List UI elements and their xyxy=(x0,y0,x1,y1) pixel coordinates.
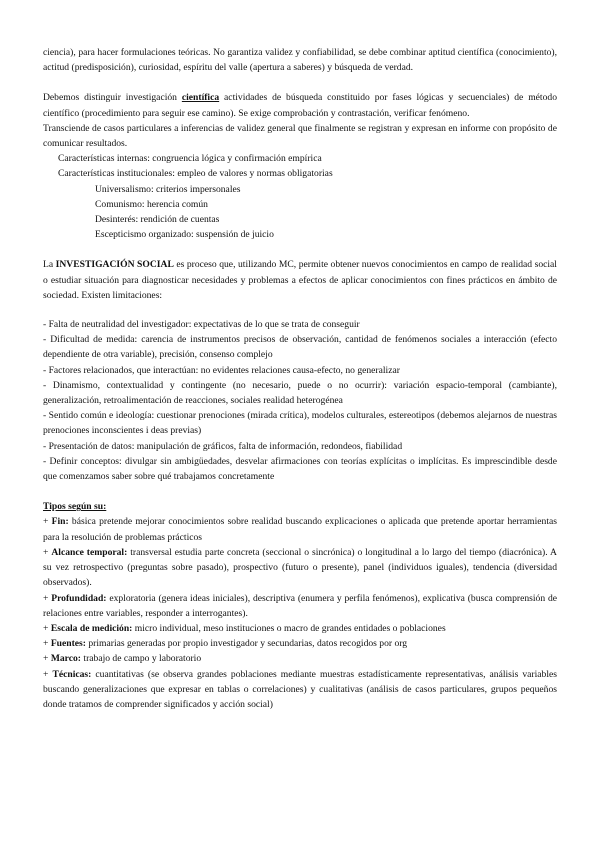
type-label: Marco: xyxy=(50,653,81,665)
limitation-item: - Falta de neutralidad del investigador: expectativas de lo que se trata de conseguir xyxy=(43,319,360,331)
types-heading: Tipos según su: xyxy=(43,501,107,513)
spacer xyxy=(43,75,557,90)
spacer xyxy=(43,303,557,317)
bullet-prefix: + xyxy=(43,622,51,634)
limitation-item: - Sentido común e ideología: cuestionar prenociones (mirada crítica), modelos culturales, estereotipos (debemos alejarnos de nuestras prenociones inconscientes i deas previas) xyxy=(43,410,557,437)
type-text: exploratoria (genera ideas iniciales), descriptiva (enumera y perfila fenómenos), explicativa (busca comprensión de relaciones entre variables, responder a interrogantes). xyxy=(43,592,558,619)
type-text: trabajo de campo y laboratorio xyxy=(81,653,202,665)
type-item-fuentes xyxy=(43,636,557,651)
norm-item: Comunismo: herencia común xyxy=(95,198,208,210)
type-text: cuantitativas (se observa grandes poblaciones mediante muestras estadísticamente representativas, análisis variables buscando generalizaciones que expresar en tablas o correlaciones) y cualitativas (análisis de casos particulares, grupos pequeños donde tratamos de comprender significados y acción social) xyxy=(43,668,557,710)
bullet-prefix: + xyxy=(43,546,52,558)
limitation-item: - Dificultad de medida: carencia de instrumentos precisos de observación, cantidad de fenómenos sociales a interacción (efecto dependiente de otra variable), precisión, consenso complejo xyxy=(43,334,557,361)
intro-paragraph-2 xyxy=(43,90,557,120)
type-item-marco xyxy=(43,651,557,666)
norm-item: Universalismo: criterios impersonales xyxy=(95,183,241,195)
bullet-prefix: + xyxy=(43,592,52,604)
limitation-item: - Definir conceptos: divulgar sin ambigüedades, desvelar afirmaciones con teorías explícitas o implícitas. Es imprescindible desde que comenzamos saber sobre qué trabajamos concretamente xyxy=(43,455,557,483)
type-item-profundidad xyxy=(43,591,557,621)
type-label: Alcance temporal: xyxy=(51,546,128,558)
norm-item: Escepticismo organizado: suspensión de juicio xyxy=(95,229,274,241)
type-item-tecnicas xyxy=(43,667,557,713)
limitation-item: - Factores relacionados, que interactúan: no evidentes relaciones causa-efecto, no generalizar xyxy=(43,364,400,376)
characteristics-institutional: Características institucionales: empleo de valores y normas obligatorias xyxy=(58,168,333,180)
bullet-prefix: + xyxy=(43,638,51,650)
social-research-definition: es proceso que, utilizando MC, permite obtener nuevos conocimientos en campo de realidad social o estudiar situación para diagnosticar necesidades y problemas a efectos de aplicar conocimientos con fines prácticos en ámbito de sociedad. Existen limitaciones: xyxy=(43,259,557,301)
bullet-prefix: + xyxy=(43,653,51,665)
spacer xyxy=(43,242,557,257)
type-label: Fin: xyxy=(51,516,69,528)
intro-paragraph-3: Transciende de casos particulares a inferencias de validez general que finalmente se registran y expresan en informe con propósito de comunicar resultados. xyxy=(43,122,557,150)
type-label: Fuentes: xyxy=(50,638,86,650)
type-label: Escala de medición: xyxy=(50,622,133,634)
intro-paragraph-2-start: Debemos distinguir investigación xyxy=(43,92,182,104)
bullet-prefix: + xyxy=(43,516,52,528)
social-research-start: La xyxy=(43,259,56,271)
type-label: Profundidad: xyxy=(51,592,107,604)
social-research-term: INVESTIGACIÓN SOCIAL xyxy=(55,259,174,271)
type-text: micro individual, meso instituciones o macro de grandes entidades o poblaciones xyxy=(132,622,446,634)
type-item-alcance-temporal xyxy=(43,545,557,591)
emphasis-cientifica: científica xyxy=(181,92,220,104)
limitation-item: - Presentación de datos: manipulación de gráficos, falta de información, redondeos, fiabilidad xyxy=(43,440,403,452)
limitation-item: - Dinamismo, contextualidad y contingente (no necesario, puede o no ocurrir): variación espacio-temporal (cambiante), generalización, retroalimentación de reacciones, sociales realidad heterogénea xyxy=(43,379,557,407)
characteristics-internal: Características internas: congruencia lógica y confirmación empírica xyxy=(58,153,322,165)
type-label: Técnicas: xyxy=(52,668,92,680)
type-item-fin xyxy=(43,514,557,544)
type-text: básica pretende mejorar conocimientos sobre realidad buscando explicaciones o aplicada que pretende aportar herramientas para la resolución de problemas prácticos xyxy=(43,516,558,543)
intro-paragraph-1: ciencia), para hacer formulaciones teóricas. No garantiza validez y confiabilidad, se debe combinar aptitud científica (conocimiento), actitud (predisposición), curiosidad, espíritu del valle (apertura a saberes) y búsqueda de verdad. xyxy=(43,47,557,74)
type-text: transversal estudia parte concreta (seccional o sincrónica) o longitudinal a lo largo del tiempo (diacrónica). A su vez retrospectivo (preguntas sobre pasado), prospectivo (futuro o presente), panel (individuos iguales), tendencia (diversidad observados). xyxy=(43,546,557,589)
spacer xyxy=(43,484,557,499)
type-item-escala-medicion xyxy=(43,621,557,636)
intro-paragraph-2-end: actividades de búsqueda constituido por fases lógicas y secuenciales) de método científico (procedimiento para seguir ese camino). Se exige comprobación y contrastación, verificar fenómeno. xyxy=(43,92,557,119)
norm-item: Desinterés: rendición de cuentas xyxy=(95,214,220,226)
bullet-prefix: + xyxy=(43,668,53,680)
type-text: primarias generadas por propio investigador y secundarias, datos recogidos por org xyxy=(85,638,408,650)
social-research-paragraph xyxy=(43,257,557,303)
